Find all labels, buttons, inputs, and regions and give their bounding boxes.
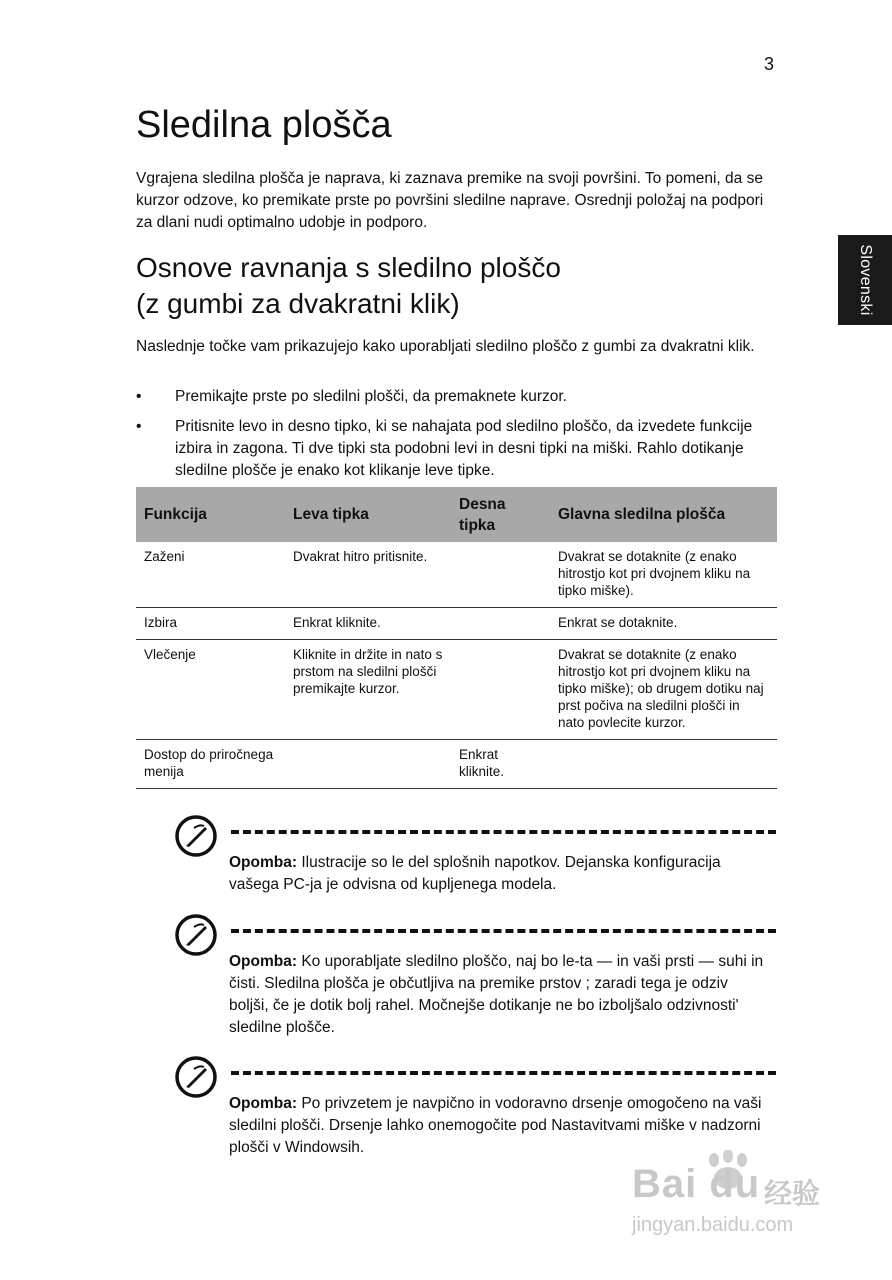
table-row [136, 542, 777, 608]
language-tab [838, 235, 892, 325]
table-row [136, 740, 777, 789]
bullet-icon: • [136, 388, 142, 405]
table-cell: Dvakrat se dotaknite (z enako hitrostjo kot pri dvojnem kliku na tipko miške); ob drugem dotiku naj prst počiva na sledilni plošči in nato povlecite kurzor. [550, 640, 777, 740]
note-pen-icon [174, 1055, 218, 1099]
bullet-icon: • [136, 418, 142, 435]
function-table [136, 487, 777, 789]
bullet-text: Premikajte prste po sledilni plošči, da premaknete kurzor. [175, 388, 567, 405]
table-header-row [136, 487, 777, 542]
table-cell [451, 640, 550, 740]
watermark-url: jingyan.baidu.com [632, 1214, 794, 1236]
table-cell: Enkrat se dotaknite. [550, 608, 777, 640]
watermark [632, 1150, 842, 1250]
section-title-line2: (z gumbi za dvakratni klik) [136, 288, 460, 319]
table-cell [285, 740, 451, 789]
bullet-text: Pritisnite levo in desno tipko, ki se nahajata pod sledilno ploščo, da izvedete funkcije izbira in zagona. Ti dve tipki sta podobni levi in desni tipki na miški. Rahlo dotikanje sledilne plošče je enako kot klikanje leve tipke. [175, 418, 753, 479]
note-label: Opomba: [229, 1095, 298, 1112]
table-row [136, 640, 777, 740]
intro-paragraph: Vgrajena sledilna plošča je naprava, ki zaznava premike na svoji površini. To pomeni, da se kurzor odzove, ko premikate prste po površini sledilne naprave. Osrednji položaj na podpori za dlani nudi optimalno udobje in podporo. [136, 170, 764, 231]
note-body: Ilustracije so le del splošnih napotkov. Dejanska konfiguracija vašega PC-ja je odvisna od kupljenega modela. [229, 854, 721, 893]
bullet-list [136, 386, 776, 490]
table-cell: Zaženi [136, 542, 285, 608]
section-lead: Naslednje točke vam prikazujejo kako uporabljati sledilno ploščo z gumbi za dvakratni klik. [136, 338, 755, 355]
note-pen-icon [174, 814, 218, 858]
header-left-button: Leva tipka [285, 487, 451, 542]
table-cell: Dvakrat se dotaknite (z enako hitrostjo kot pri dvojnem kliku na tipko miške). [550, 542, 777, 608]
language-tab-label: Slovenski [857, 244, 874, 316]
note-text [229, 852, 769, 896]
note-divider [231, 830, 776, 834]
header-right-button: Desna tipka [451, 487, 550, 542]
table-cell [451, 608, 550, 640]
section-title-line1: Osnove ravnanja s sledilno ploščo [136, 252, 561, 283]
table-cell: Kliknite in držite in nato s prstom na sledilni plošči premikajte kurzor. [285, 640, 451, 740]
page-title: Sledilna plošča [136, 104, 392, 146]
page-number: 3 [764, 54, 775, 74]
note-divider [231, 1071, 776, 1075]
table-cell: Enkrat kliknite. [285, 608, 451, 640]
table-cell: Dvakrat hitro pritisnite. [285, 542, 451, 608]
note-text [229, 951, 769, 1039]
note-body: Po privzetem je navpično in vodoravno drsenje omogočeno na vaši sledilni plošči. Drsenje lahko onemogočite pod Nastavitvami miške v nadzorni plošči v Windowsih. [229, 1095, 762, 1156]
watermark-brand: Bai du [632, 1162, 761, 1206]
table-cell [451, 542, 550, 608]
table-cell [550, 740, 777, 789]
watermark-chinese: 经验 [764, 1178, 821, 1209]
note-label: Opomba: [229, 854, 298, 871]
bullet-item [136, 386, 776, 408]
note-divider [231, 929, 776, 933]
table-row [136, 608, 777, 640]
table-cell: Vlečenje [136, 640, 285, 740]
table-cell: Dostop do priročnega menija [136, 740, 285, 789]
header-function: Funkcija [136, 487, 285, 542]
note-pen-icon [174, 913, 218, 957]
note-label: Opomba: [229, 953, 298, 970]
table-cell: Izbira [136, 608, 285, 640]
bullet-item [136, 416, 776, 482]
table-cell: Enkrat kliknite. [451, 740, 550, 789]
section-title [136, 250, 561, 322]
header-main-touchpad: Glavna sledilna plošča [550, 487, 777, 542]
note-body: Ko uporabljate sledilno ploščo, naj bo le-ta — in vaši prsti — suhi in čisti. Sledilna plošča je občutljiva na premike prstov ; zaradi tega je odziv boljši, če je dotik bolj rahel. Močnejše dotikanje ne bo izboljšalo odzivnosti' sledilne plošče. [229, 953, 764, 1036]
